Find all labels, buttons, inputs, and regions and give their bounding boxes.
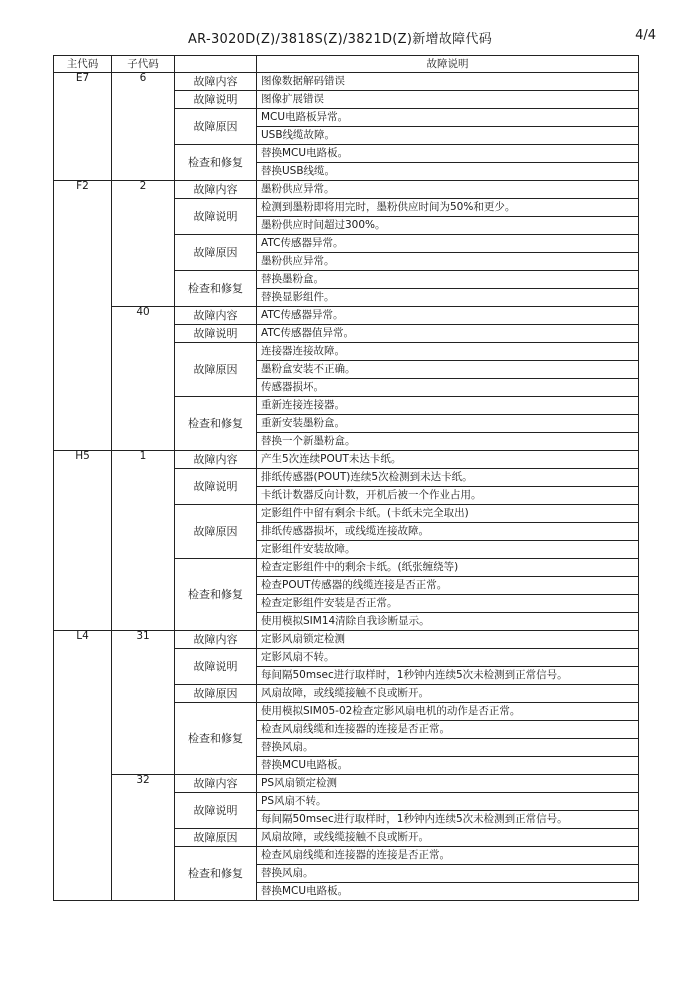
description-cell: 排纸传感器(POUT)连续5次检测到未达卡纸。 — [257, 469, 639, 487]
description-cell: 检查定影组件安装是否正常。 — [257, 595, 639, 613]
table-row — [54, 307, 639, 325]
category-cell: 故障内容 — [175, 631, 257, 649]
description-cell: 风扇故障，或线缆接触不良或断开。 — [257, 829, 639, 847]
category-cell: 故障说明 — [175, 325, 257, 343]
category-cell: 故障说明 — [175, 649, 257, 685]
description-cell: ATC传感器值异常。 — [257, 325, 639, 343]
category-cell: 故障原因 — [175, 505, 257, 559]
description-cell: 墨粉供应异常。 — [257, 253, 639, 271]
description-cell: ATC传感器异常。 — [257, 307, 639, 325]
category-cell: 故障内容 — [175, 73, 257, 91]
sub-code-cell: 6 — [112, 73, 175, 181]
description-cell: 墨粉供应时间超过300%。 — [257, 217, 639, 235]
page-header — [0, 0, 692, 55]
description-cell: 重新安装墨粉盒。 — [257, 415, 639, 433]
main-code-cell: L4 — [54, 631, 112, 901]
category-header — [175, 56, 257, 73]
description-cell: 图像数据解码错误 — [257, 73, 639, 91]
description-cell: USB线缆故障。 — [257, 127, 639, 145]
description-cell: 重新连接连接器。 — [257, 397, 639, 415]
category-cell: 故障说明 — [175, 793, 257, 829]
description-cell: 替换风扇。 — [257, 739, 639, 757]
main-code-cell: H5 — [54, 451, 112, 631]
table-row — [54, 181, 639, 199]
page-number: 4/4 — [635, 28, 656, 43]
description-cell: 定影风扇不转。 — [257, 649, 639, 667]
description-cell: 传感器损坏。 — [257, 379, 639, 397]
category-cell: 故障原因 — [175, 109, 257, 145]
description-cell: 检查风扇线缆和连接器的连接是否正常。 — [257, 847, 639, 865]
sub-code-cell: 1 — [112, 451, 175, 631]
description-cell: 使用模拟SIM14清除自我诊断显示。 — [257, 613, 639, 631]
description-cell: 检测到墨粉即将用完时，墨粉供应时间为50%和更少。 — [257, 199, 639, 217]
category-cell: 检查和修复 — [175, 847, 257, 901]
category-cell: 故障内容 — [175, 181, 257, 199]
category-cell: 检查和修复 — [175, 271, 257, 307]
category-cell: 故障说明 — [175, 469, 257, 505]
category-cell: 故障说明 — [175, 199, 257, 235]
category-cell: 故障内容 — [175, 775, 257, 793]
category-cell: 检查和修复 — [175, 559, 257, 631]
description-header: 故障说明 — [257, 56, 639, 73]
category-cell: 故障原因 — [175, 685, 257, 703]
description-cell: 替换MCU电路板。 — [257, 757, 639, 775]
description-cell: 每间隔50msec进行取样时，1秒钟内连续5次未检测到正常信号。 — [257, 667, 639, 685]
description-cell: PS风扇锁定检测 — [257, 775, 639, 793]
description-cell: 检查POUT传感器的线缆连接是否正常。 — [257, 577, 639, 595]
category-cell: 故障内容 — [175, 307, 257, 325]
description-cell: MCU电路板异常。 — [257, 109, 639, 127]
category-cell: 检查和修复 — [175, 145, 257, 181]
main-code-cell: F2 — [54, 181, 112, 451]
description-cell: 连接器连接故障。 — [257, 343, 639, 361]
description-cell: 排纸传感器损坏，或线缆连接故障。 — [257, 523, 639, 541]
category-cell: 检查和修复 — [175, 397, 257, 451]
description-cell: 产生5次连续POUT未达卡纸。 — [257, 451, 639, 469]
description-cell: 图像扩展错误 — [257, 91, 639, 109]
document-title: AR-3020D(Z)/3818S(Z)/3821D(Z)新增故障代码 — [187, 32, 493, 47]
description-cell: PS风扇不转。 — [257, 793, 639, 811]
description-cell: 替换一个新墨粉盒。 — [257, 433, 639, 451]
description-cell: 替换墨粉盒。 — [257, 271, 639, 289]
description-cell: 风扇故障，或线缆接触不良或断开。 — [257, 685, 639, 703]
description-cell: 定影风扇锁定检测 — [257, 631, 639, 649]
description-cell: 定影组件安装故障。 — [257, 541, 639, 559]
main-code-header: 主代码 — [54, 56, 112, 73]
category-cell: 故障说明 — [175, 91, 257, 109]
table-row — [54, 451, 639, 469]
description-cell: 每间隔50msec进行取样时，1秒钟内连续5次未检测到正常信号。 — [257, 811, 639, 829]
sub-code-header: 子代码 — [112, 56, 175, 73]
description-cell: 检查定影组件中的剩余卡纸。(纸张缠绕等) — [257, 559, 639, 577]
sub-code-cell: 40 — [112, 307, 175, 451]
description-cell: 墨粉供应异常。 — [257, 181, 639, 199]
description-cell: 卡纸计数器反向计数，开机后被一个作业占用。 — [257, 487, 639, 505]
description-cell: ATC传感器异常。 — [257, 235, 639, 253]
sub-code-cell: 32 — [112, 775, 175, 901]
table-row — [54, 775, 639, 793]
sub-code-cell: 31 — [112, 631, 175, 775]
description-cell: 替换MCU电路板。 — [257, 883, 639, 901]
description-cell: 替换MCU电路板。 — [257, 145, 639, 163]
table-row — [54, 73, 639, 91]
sub-code-cell: 2 — [112, 181, 175, 307]
table-header-row — [54, 56, 639, 73]
description-cell: 定影组件中留有剩余卡纸。(卡纸未完全取出) — [257, 505, 639, 523]
description-cell: 替换USB线缆。 — [257, 163, 639, 181]
error-code-table — [53, 55, 639, 901]
category-cell: 故障原因 — [175, 235, 257, 271]
description-cell: 替换显影组件。 — [257, 289, 639, 307]
category-cell: 故障原因 — [175, 829, 257, 847]
category-cell: 故障内容 — [175, 451, 257, 469]
category-cell: 检查和修复 — [175, 703, 257, 775]
description-cell: 替换风扇。 — [257, 865, 639, 883]
table-row — [54, 631, 639, 649]
description-cell: 使用模拟SIM05-02检查定影风扇电机的动作是否正常。 — [257, 703, 639, 721]
description-cell: 墨粉盒安装不正确。 — [257, 361, 639, 379]
table-body — [54, 73, 639, 901]
main-code-cell: E7 — [54, 73, 112, 181]
description-cell: 检查风扇线缆和连接器的连接是否正常。 — [257, 721, 639, 739]
category-cell: 故障原因 — [175, 343, 257, 397]
